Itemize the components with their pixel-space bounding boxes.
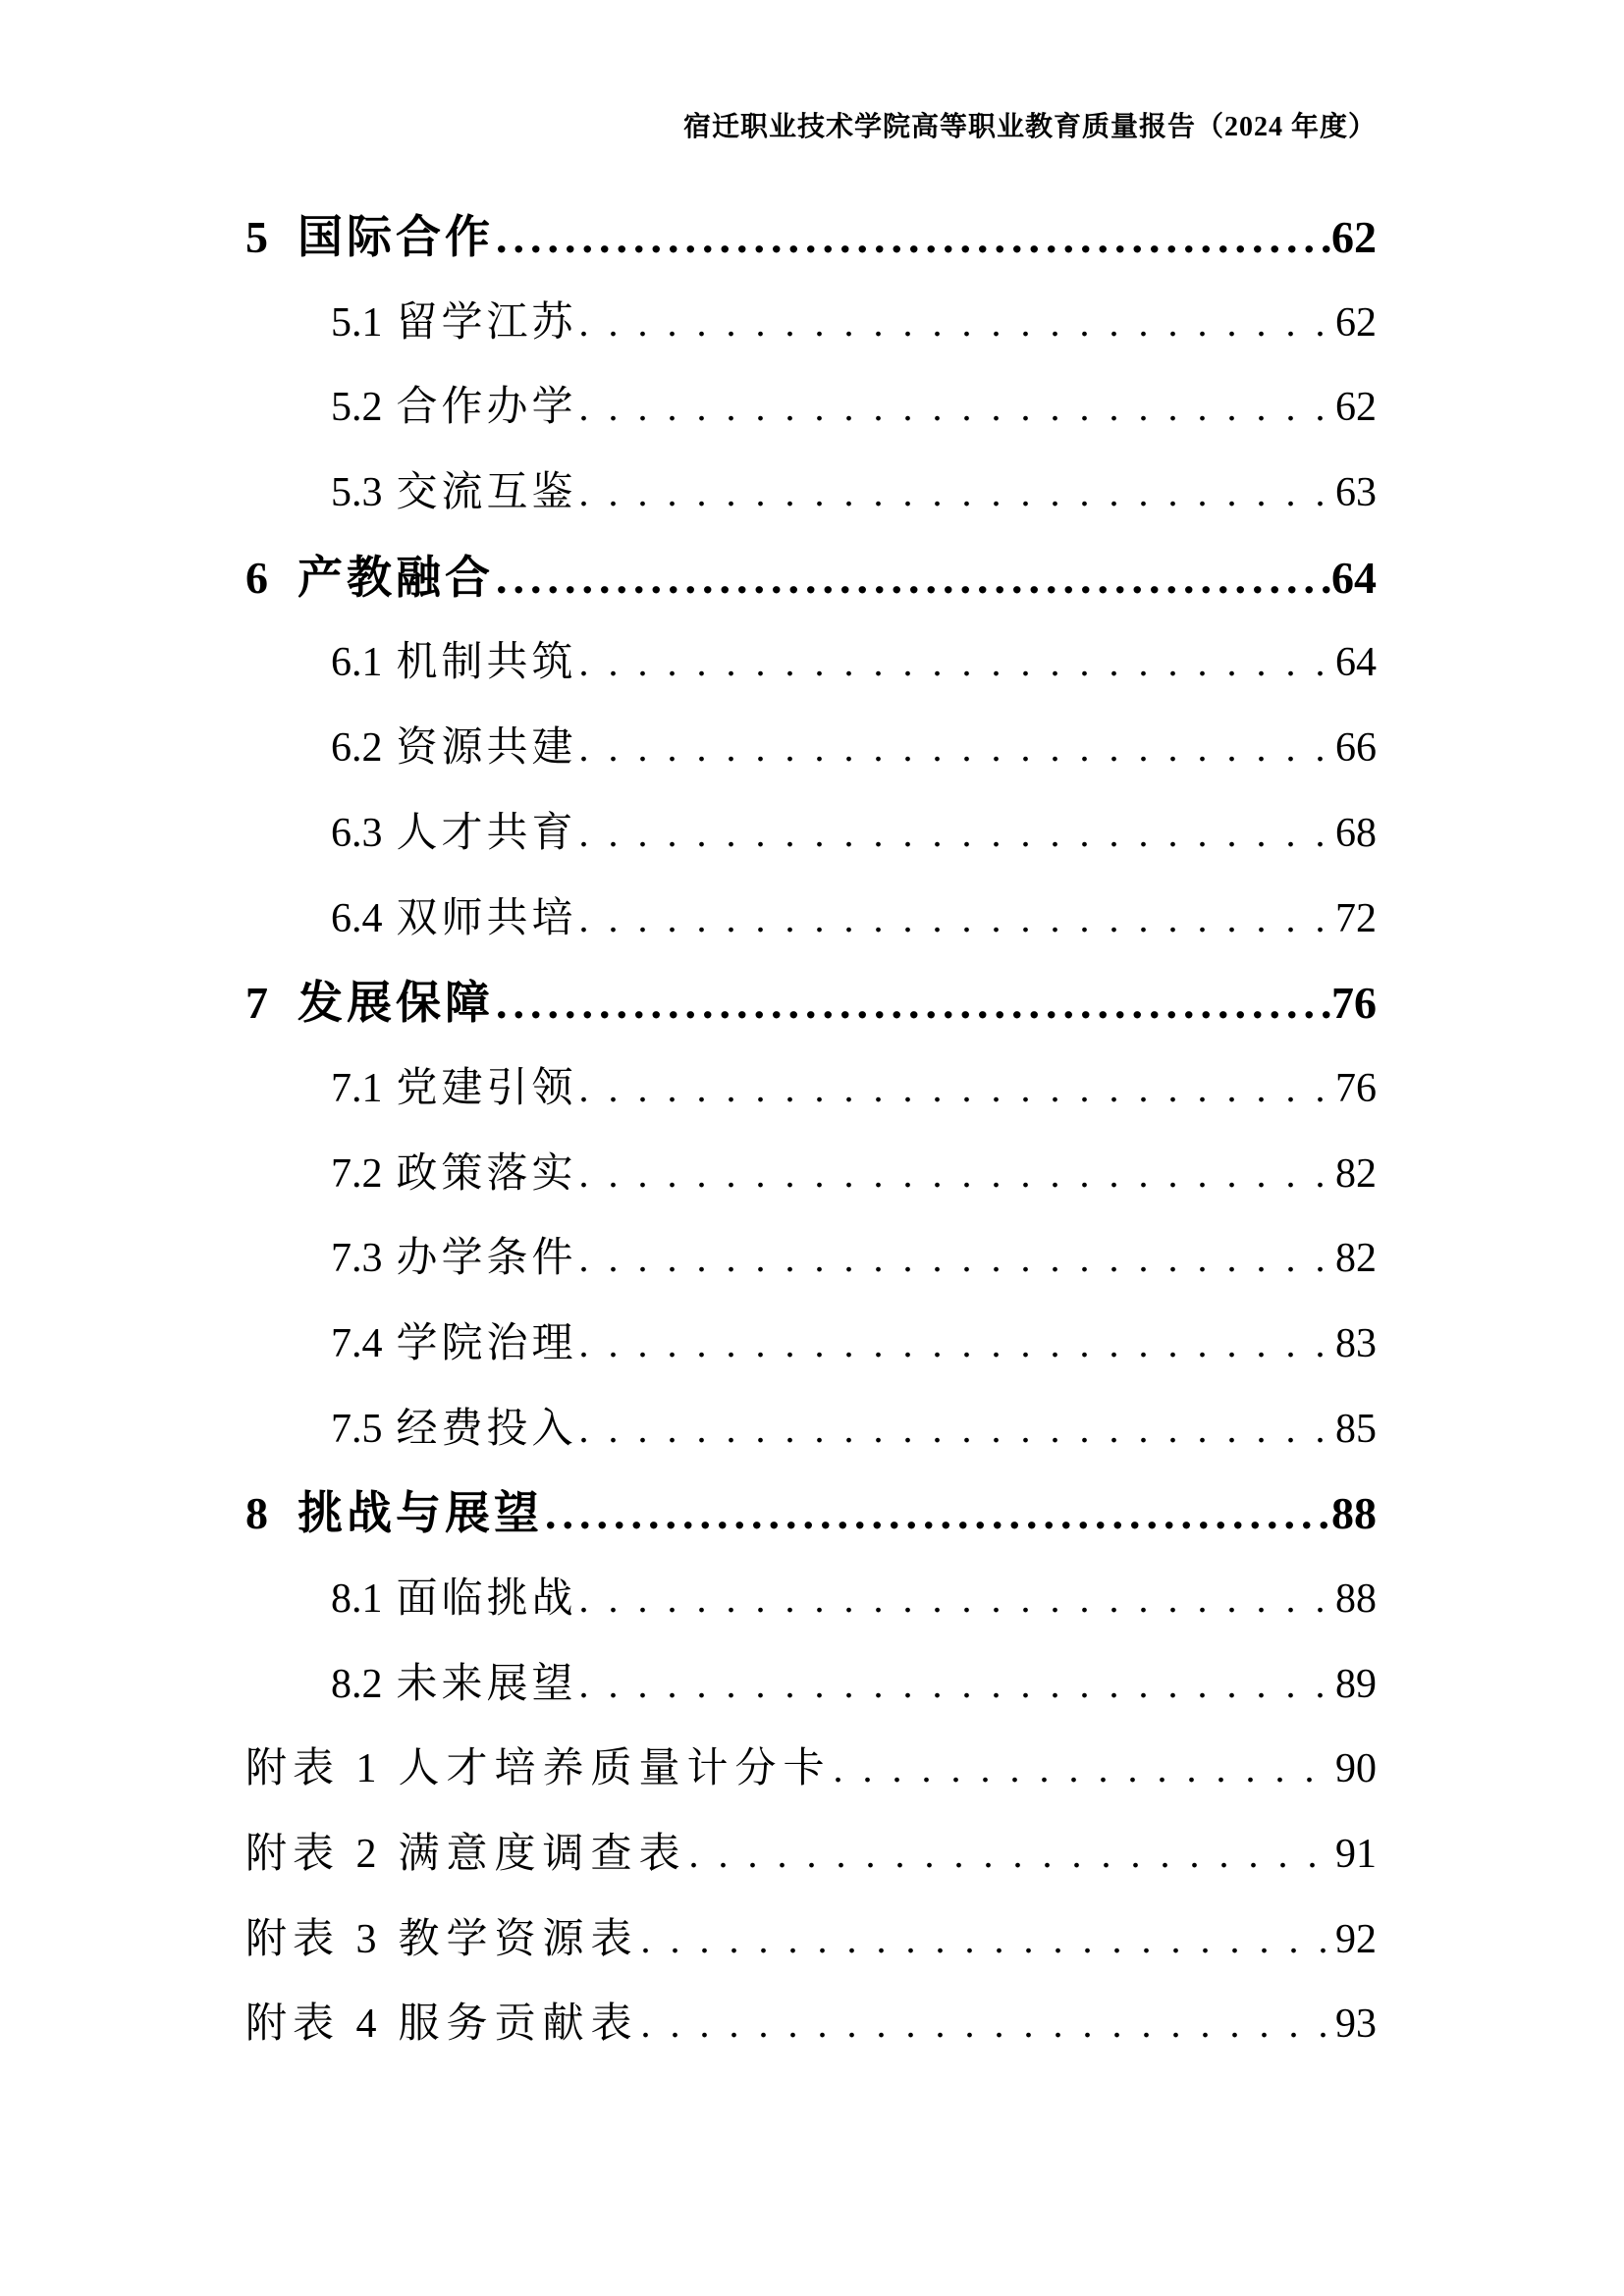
toc-entry[interactable] <box>331 1557 1377 1642</box>
toc-entry-number: 6.4 <box>331 895 383 941</box>
toc-entry[interactable] <box>245 1727 1377 1812</box>
toc-entry[interactable] <box>331 1132 1377 1217</box>
dot-leader <box>641 1982 1335 2067</box>
toc-entry-title: 经费投入 <box>396 1406 577 1452</box>
toc-entry-page: 76 <box>1335 1065 1377 1111</box>
toc-entry[interactable] <box>331 451 1377 536</box>
toc-entry-page: 66 <box>1335 725 1377 772</box>
dot-leader <box>579 1302 1335 1387</box>
toc-entry-title: 政策落实 <box>396 1150 577 1197</box>
toc-entry-title: 合作办学 <box>396 385 577 431</box>
dot-leader <box>579 1557 1335 1642</box>
toc-entry-page: 85 <box>1335 1406 1377 1452</box>
dot-leader <box>579 791 1335 877</box>
toc-entry-page: 64 <box>1331 552 1377 603</box>
toc-entry-title: 交流互鉴 <box>396 470 577 516</box>
toc-entry[interactable] <box>245 1471 1377 1557</box>
dot-leader <box>834 1727 1335 1812</box>
dot-leader <box>579 706 1335 791</box>
dot-leader <box>545 1471 1331 1557</box>
toc-entry-title: 学院治理 <box>396 1320 577 1366</box>
toc-entry-number: 8.2 <box>331 1661 383 1707</box>
toc-entry-page: 93 <box>1335 2002 1377 2048</box>
toc-entry-title: 办学条件 <box>396 1236 577 1282</box>
dot-leader <box>579 1387 1335 1472</box>
dot-leader <box>579 1642 1335 1728</box>
running-header-title: 宿迁职业技术学院高等职业教育质量报告（2024 年度） <box>682 112 1377 142</box>
toc-entry-title: 资源共建 <box>396 725 577 772</box>
toc-entry-number: 5 <box>245 212 268 262</box>
toc-entry-title: 留学江苏 <box>396 299 577 346</box>
toc-entry[interactable] <box>331 1387 1377 1472</box>
toc-entry-number: 附表 3 <box>245 1916 383 1962</box>
dot-leader <box>496 195 1331 281</box>
toc-entry-title: 满意度调查表 <box>398 1832 687 1878</box>
toc-entry[interactable] <box>331 365 1377 451</box>
toc-entry[interactable] <box>245 961 1377 1046</box>
toc-entry-number: 6 <box>245 552 268 603</box>
toc-entry-page: 88 <box>1331 1488 1377 1539</box>
toc-entry-number: 7.4 <box>331 1320 383 1366</box>
toc-entry-page: 64 <box>1335 640 1377 686</box>
toc-entry-title: 未来展望 <box>396 1661 577 1707</box>
toc-entry-number: 6.1 <box>331 640 383 686</box>
toc-entry-page: 76 <box>1331 978 1377 1029</box>
toc-entry[interactable] <box>245 195 1377 281</box>
toc-entry-title: 产教融合 <box>298 552 494 603</box>
toc-entry-page: 83 <box>1335 1320 1377 1366</box>
toc-entry[interactable] <box>331 706 1377 791</box>
toc-entry[interactable] <box>245 1812 1377 1897</box>
toc-entry-page: 90 <box>1335 1746 1377 1792</box>
toc-entry-number: 7.1 <box>331 1065 383 1111</box>
dot-leader <box>579 1046 1335 1132</box>
toc-entry[interactable] <box>245 536 1377 621</box>
toc-entry-page: 82 <box>1335 1150 1377 1197</box>
toc-entry[interactable] <box>331 1216 1377 1302</box>
dot-leader <box>579 1216 1335 1302</box>
toc-entry-page: 91 <box>1335 1832 1377 1878</box>
dot-leader <box>579 877 1335 962</box>
toc-entry-page: 89 <box>1335 1661 1377 1707</box>
toc-entry-title: 教学资源表 <box>398 1916 639 1962</box>
toc-entry-number: 7.5 <box>331 1406 383 1452</box>
toc-entry-page: 62 <box>1335 299 1377 346</box>
dot-leader <box>579 451 1335 536</box>
toc-entry-title: 发展保障 <box>298 978 494 1029</box>
dot-leader <box>579 365 1335 451</box>
toc-entry-number: 附表 4 <box>245 2002 383 2048</box>
toc-entry-page: 72 <box>1335 895 1377 941</box>
dot-leader <box>496 961 1331 1046</box>
toc-entry-title: 党建引领 <box>396 1065 577 1111</box>
toc-entry-title: 服务贡献表 <box>398 2002 639 2048</box>
toc-entry[interactable] <box>331 281 1377 366</box>
dot-leader <box>579 620 1335 706</box>
toc-entry[interactable] <box>331 1642 1377 1728</box>
toc-entry-page: 82 <box>1335 1236 1377 1282</box>
toc-entry-number: 5.1 <box>331 299 383 346</box>
toc-entry-page: 62 <box>1335 385 1377 431</box>
toc-entry[interactable] <box>331 620 1377 706</box>
toc-entry-number: 7.3 <box>331 1236 383 1282</box>
dot-leader <box>689 1812 1335 1897</box>
toc-list <box>0 195 1377 2067</box>
toc-entry-title: 挑战与展望 <box>298 1488 543 1539</box>
toc-entry-number: 5.3 <box>331 470 383 516</box>
toc-entry-page: 68 <box>1335 810 1377 856</box>
toc-entry-number: 6.3 <box>331 810 383 856</box>
toc-entry-number: 8.1 <box>331 1576 383 1622</box>
dot-leader <box>579 1132 1335 1217</box>
toc-entry-page: 88 <box>1335 1576 1377 1622</box>
toc-entry-title: 人才共育 <box>396 810 577 856</box>
toc-entry-number: 6.2 <box>331 725 383 772</box>
toc-entry-number: 附表 2 <box>245 1832 383 1878</box>
toc-entry-page: 63 <box>1335 470 1377 516</box>
toc-entry[interactable] <box>331 1302 1377 1387</box>
dot-leader <box>579 281 1335 366</box>
toc-entry-number: 8 <box>245 1488 268 1539</box>
toc-entry-number: 7 <box>245 978 268 1029</box>
toc-entry-number: 7.2 <box>331 1150 383 1197</box>
toc-entry[interactable] <box>245 1982 1377 2067</box>
toc-entry[interactable] <box>245 1897 1377 1983</box>
dot-leader <box>496 536 1331 621</box>
toc-entry-title: 机制共筑 <box>396 640 577 686</box>
toc-entry-title: 人才培养质量计分卡 <box>398 1746 832 1792</box>
toc-entry-page: 92 <box>1335 1916 1377 1962</box>
toc-entry-title: 国际合作 <box>298 212 494 262</box>
toc-entry[interactable] <box>331 877 1377 962</box>
toc-entry-number: 附表 1 <box>245 1746 383 1792</box>
toc-entry-title: 面临挑战 <box>396 1576 577 1622</box>
dot-leader <box>641 1897 1335 1983</box>
toc-entry-page: 62 <box>1331 212 1377 262</box>
toc-entry-number: 5.2 <box>331 385 383 431</box>
toc-entry-title: 双师共培 <box>396 895 577 941</box>
toc-entry[interactable] <box>331 1046 1377 1132</box>
toc-entry[interactable] <box>331 791 1377 877</box>
